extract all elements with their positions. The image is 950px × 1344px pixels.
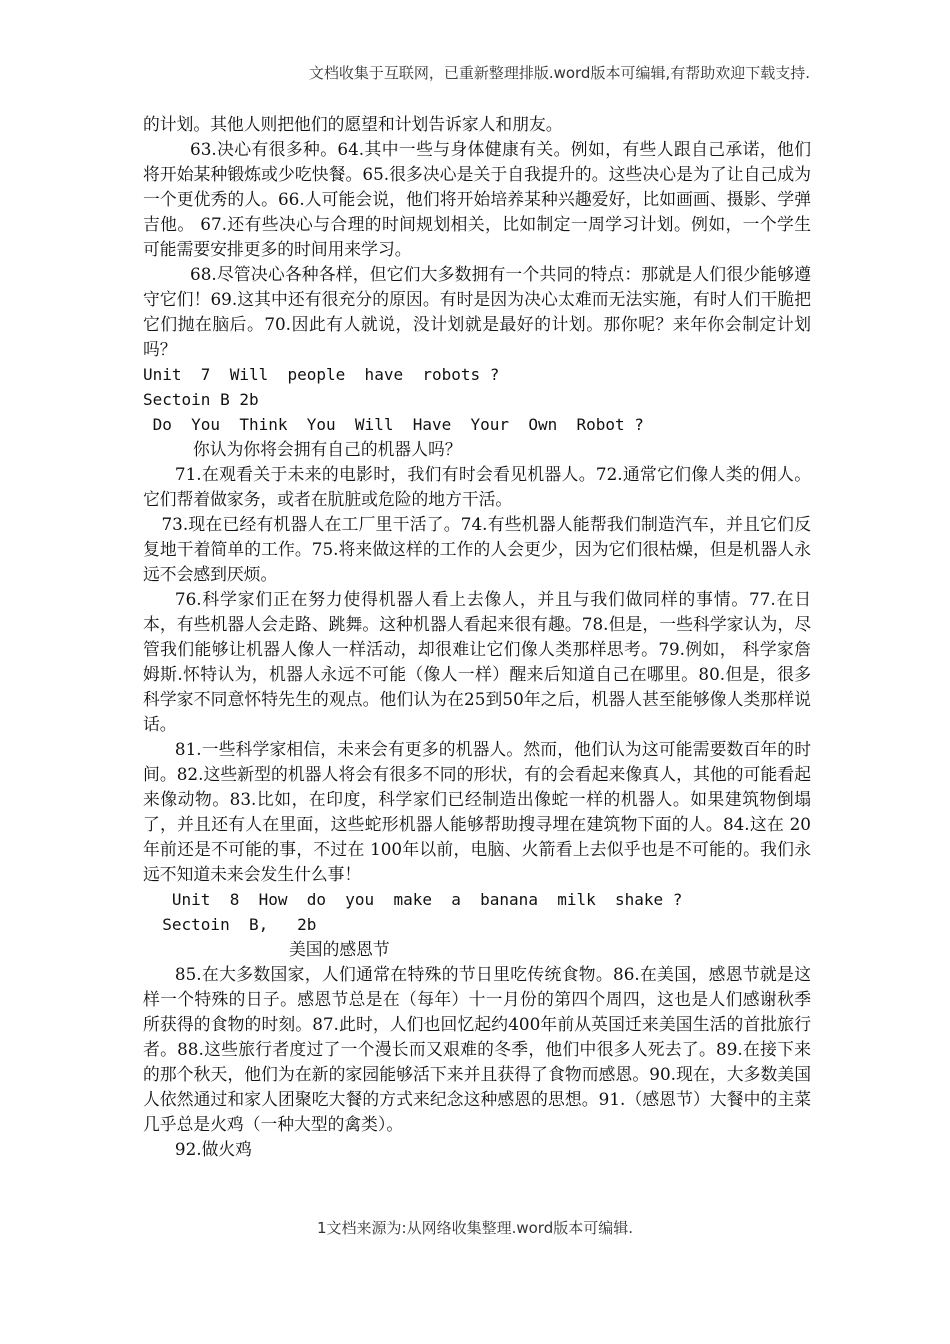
section-heading: Sectoin B 2b	[143, 390, 259, 409]
page-header: 文档收集于互联网，已重新整理排版.word版本可编辑,有帮助欢迎下载支持.	[308, 64, 810, 82]
paragraph: 73.现在已经有机器人在工厂里干活了。74.有些机器人能帮我们制造汽车，并且它们反复地干着简单的工作。75.将来做这样的工作的人会更少，因为它们很枯燥，但是机器人永远不会感到厌烦。	[143, 514, 811, 584]
article-title-en: Do You Think You Will Have Your Own Robot ?	[143, 415, 644, 434]
paragraph: 85.在大多数国家，人们通常在特殊的节日里吃传统食物。86.在美国，感恩节就是这样一个特殊的日子。感恩节总是在（每年）十一月份的第四个周四，这也是人们感谢秋季所获得的食物的时刻。87.此时，人们也回忆起约400年前从英国迁来美国生活的首批旅行者。88.这些旅行者度过了一个漫长而又艰难的冬季，他们中很多人死去了。89.在接下来的那个秋天，他们为在新的家园能够活下来并且获得了食物而感恩。90.现在，大多数美国人依然通过和家人团聚吃大餐的方式来纪念这种感恩的思想。91.（感恩节）大餐中的主菜几乎总是火鸡（一种大型的禽类）。	[143, 964, 811, 1134]
document-body	[143, 112, 811, 1162]
article-title-cn: 你认为你将会拥有自己的机器人吗？	[193, 439, 462, 459]
paragraph: 76.科学家们正在努力使得机器人看上去像人，并且与我们做同样的事情。77.在日本，有些机器人会走路、跳舞。这种机器人看起来很有趣。78.但是，一些科学家认为，尽管我们能够让机器人像人一样活动，却很难让它们像人类那样思考。79.例如， 科学家詹姆斯.怀特认为，机器人永远不可能（像人一样）醒来后知道自己在哪里。80.但是，很多科学家不同意怀特先生的观点。他们认为在25到50年之后，机器人甚至能够像人类那样说话。	[143, 589, 811, 734]
section-heading: Sectoin B, 2b	[143, 915, 317, 934]
page-footer: 1文档来源为:从网络收集整理.word版本可编辑.	[316, 1219, 633, 1237]
paragraph: 68.尽管决心各种各样，但它们大多数拥有一个共同的特点：那就是人们很少能够遵守它们！69.这其中还有很充分的原因。有时是因为决心太难而无法实施，有时人们干脆把它们抛在脑后。70.因此有人就说，没计划就是最好的计划。那你呢？来年你会制定计划吗？	[143, 264, 811, 359]
paragraph: 的计划。其他人则把他们的愿望和计划告诉家人和朋友。	[143, 114, 563, 134]
paragraph: 81.一些科学家相信，未来会有更多的机器人。然而，他们认为这可能需要数百年的时间。82.这些新型的机器人将会有很多不同的形状，有的会看起来像真人，其他的可能看起来像动物。83.比如，在印度，科学家们已经制造出像蛇一样的机器人。如果建筑物倒塌了，并且还有人在里面，这些蛇形机器人能够帮助搜寻埋在建筑物下面的人。84.这在 20 年前还是不可能的事，不过在 100年以前，电脑、火箭看上去似乎也是不可能的。我们永远不知道未来会发生什么事！	[143, 739, 811, 884]
paragraph: 71.在观看关于未来的电影时，我们有时会看见机器人。72.通常它们像人类的佣人。它们帮着做家务，或者在肮脏或危险的地方干活。	[143, 464, 811, 509]
paragraph: 63.决心有很多种。64.其中一些与身体健康有关。例如，有些人跟自己承诺，他们将开始某种锻炼或少吃快餐。65.很多决心是关于自我提升的。这些决心是为了让自己成为一个更优秀的人。66.人可能会说，他们将开始培养某种兴趣爱好，比如画画、摄影、学弹吉他。 67.还有些决心与合理的时间规划相关，比如制定一周学习计划。例如，一个学生可能需要安排更多的时间用来学习。	[143, 139, 811, 259]
paragraph: 92.做火鸡	[174, 1139, 252, 1159]
article-title-cn: 美国的感恩节	[289, 939, 390, 959]
unit-heading: Unit 7 Will people have robots ?	[143, 365, 500, 384]
unit-heading: Unit 8 How do you make a banana milk shake ?	[143, 890, 683, 909]
